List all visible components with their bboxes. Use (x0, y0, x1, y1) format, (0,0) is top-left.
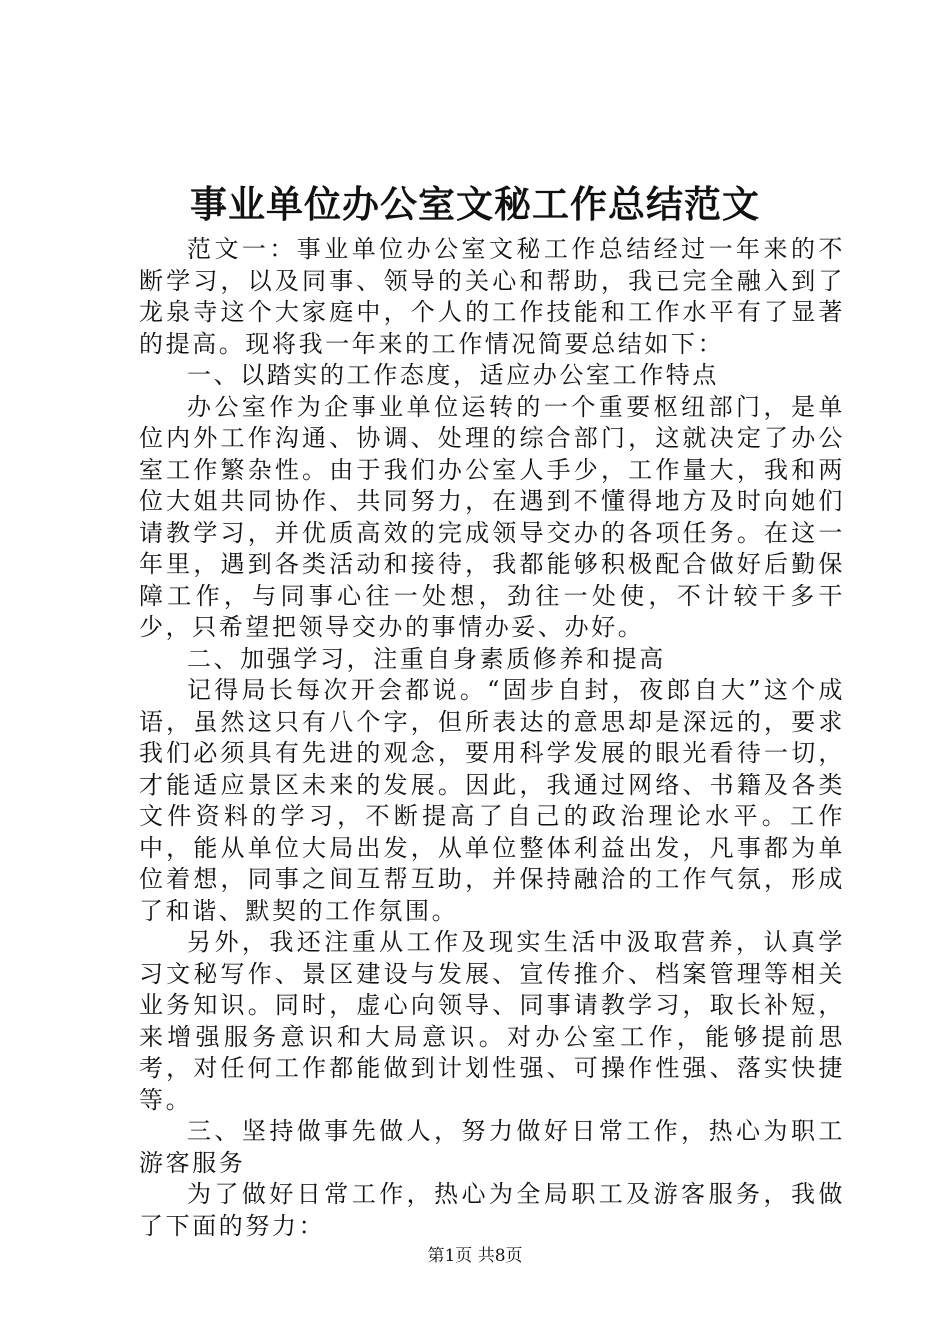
paragraph-section-3: 为了做好日常工作，热心为全局职工及游客服务，我做了下面的努力： (139, 1180, 845, 1240)
document-title: 事业单位办公室文秘工作总结范文 (190, 182, 760, 226)
paragraph-section-2a: 记得局长每次开会都说。“固步自封，夜郎自大”这个成语，虽然这只有八个字，但所表达的意思却是深远的，要求我们必须具有先进的观念，要用科学发展的眼光看待一切，才能适应景区未来的发展。因此，我通过网络、书籍及各类文件资料的学习，不断提高了自己的政治理论水平。工作中，能从单位大局出发，从单位整体利益出发，凡事都为单位着想，同事之间互帮互助，并保持融洽的工作气氛，形成了和谐、默契的工作氛围。 (139, 676, 845, 925)
paragraph-section-1: 办公室作为企事业单位运转的一个重要枢纽部门，是单位内外工作沟通、协调、处理的综合部门，这就决定了办公室工作繁杂性。由于我们办公室人手少，工作量大，我和两位大姐共同协作、共同努力，在遇到不懂得地方及时向她们请教学习，并优质高效的完成领导交办的各项任务。在这一年里，遇到各类活动和接待，我都能够积极配合做好后勤保障工作，与同事心往一处想，劲往一处使，不计较干多干少，只希望把领导交办的事情办妥、办好。 (139, 392, 845, 641)
section-heading-2: 二、加强学习，注重自身素质修养和提高 (187, 644, 666, 673)
section-heading-3: 三、坚持做事先做人，努力做好日常工作，热心为职工游客服务 (139, 1117, 845, 1177)
page-footer: 第1页 共8页 (427, 1246, 523, 1266)
document-body (139, 234, 845, 1242)
paragraph-section-2b: 另外，我还注重从工作及现实生活中汲取营养，认真学习文秘写作、景区建设与发展、宣传推介、档案管理等相关业务知识。同时，虚心向领导、同事请教学习，取长补短，来增强服务意识和大局意识。对办公室工作，能够提前思考，对任何工作都能做到计划性强、可操作性强、落实快捷等。 (139, 928, 845, 1114)
paragraph-intro: 范文一：事业单位办公室文秘工作总结经过一年来的不断学习，以及同事、领导的关心和帮助，我已完全融入到了龙泉寺这个大家庭中，个人的工作技能和工作水平有了显著的提高。现将我一年来的工作情况简要总结如下： (139, 235, 845, 358)
section-heading-1: 一、以踏实的工作态度，适应办公室工作特点 (187, 361, 719, 389)
